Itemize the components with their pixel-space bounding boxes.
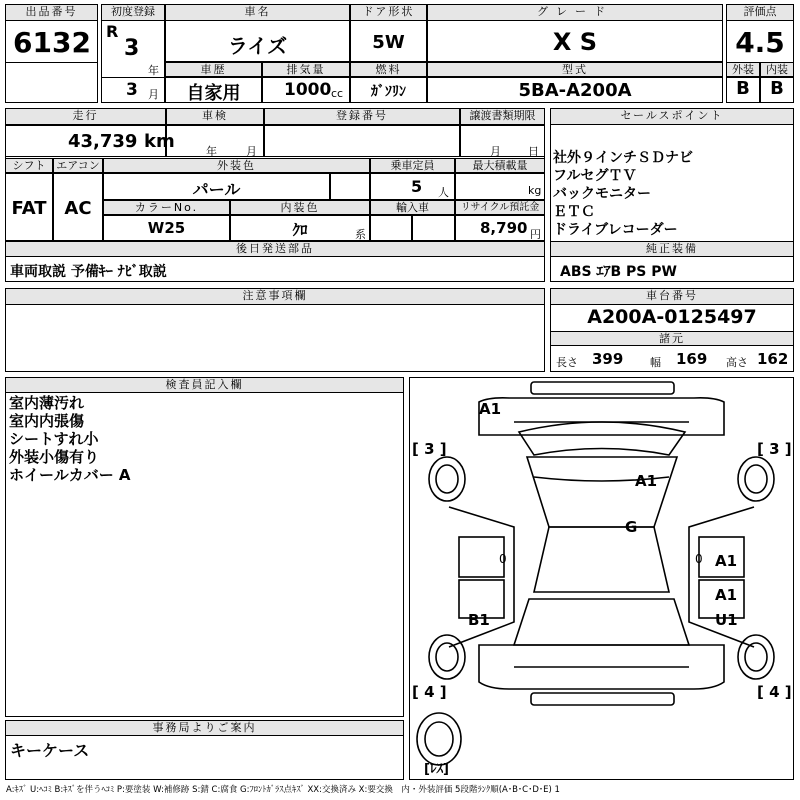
- history: 自家用: [186, 83, 241, 104]
- first-reg-year: 3: [124, 36, 140, 61]
- era: R: [106, 22, 119, 41]
- mark-zero-right: 0: [695, 552, 703, 566]
- ext-label: 外装: [726, 62, 760, 77]
- inspector-item: ホイールカバー A: [9, 466, 131, 484]
- mark-a1-roof: A1: [635, 472, 658, 490]
- tire-rr: [ 4 ]: [757, 683, 792, 701]
- insp-month-unit: 月: [246, 145, 257, 158]
- colorno-label: カラーNo.: [103, 200, 230, 215]
- hgt: 162: [757, 350, 789, 368]
- fuel-label: 燃料: [350, 62, 427, 77]
- later-label: 後日発送部品: [5, 241, 545, 257]
- grade: X S: [552, 28, 598, 56]
- car-name: ライズ: [227, 34, 288, 58]
- fuel: ｶﾞｿﾘﾝ: [371, 84, 406, 100]
- color-label: 外装色: [103, 158, 370, 173]
- transfer-label: 譲渡書類期限: [460, 108, 545, 125]
- displacement-unit: cc: [331, 87, 344, 100]
- regno-cell: [264, 125, 460, 157]
- inspector-list: [9, 394, 131, 484]
- tire-rl: [ 4 ]: [412, 683, 447, 701]
- notes-label: 注意事項欄: [5, 288, 545, 305]
- mark-u1: U1: [715, 611, 738, 629]
- door-label: ドア形状: [350, 4, 427, 21]
- capacity-unit: 人: [438, 186, 449, 199]
- spec-label: 諸元: [550, 331, 794, 346]
- mark-g: G: [625, 518, 638, 536]
- hgt-label: 高さ: [726, 356, 748, 369]
- history-label: 車歴: [165, 62, 262, 77]
- shift: FAT: [11, 198, 47, 219]
- recycle: 8,790: [480, 219, 528, 237]
- tire-fr: [ 3 ]: [757, 440, 792, 458]
- sales-list: [553, 149, 693, 239]
- mark-a1-right-1: A1: [715, 552, 738, 570]
- interior-label: 内装色: [230, 200, 370, 215]
- score-label: 評価点: [726, 4, 794, 21]
- shift-label: シフト: [5, 158, 53, 173]
- sales-item: バックモニター: [553, 186, 651, 202]
- color: パール: [192, 180, 241, 199]
- inspector-label: 検査員記入欄: [5, 377, 404, 393]
- first-reg-label: 初度登録: [101, 4, 165, 21]
- int-grade: B: [770, 78, 784, 99]
- wid-label: 幅: [650, 356, 661, 369]
- maxload-unit: kg: [528, 184, 542, 197]
- capacity: 5: [411, 177, 423, 196]
- chassis-label: 車台番号: [550, 288, 794, 305]
- lot-number: 6132: [13, 26, 91, 59]
- model: 5BA-A200A: [518, 80, 632, 101]
- insp-year-unit: 年: [206, 145, 217, 158]
- sales-item: 社外９インチＳＤナビ: [553, 150, 693, 166]
- year-unit: 年: [148, 64, 159, 77]
- inspector-item: 室内薄汚れ: [9, 394, 85, 412]
- equip-label: 純正装備: [550, 241, 794, 257]
- sales-label: セールスポイント: [550, 108, 794, 125]
- legend: A:ｷｽﾞ U:ﾍｺﾐ B:ｷｽﾞを伴うﾍｺﾐ P:要塗装 W:補修跡 S:錆 C:腐食 G:ﾌﾛﾝﾄｶﾞﾗｽ点ｷｽﾞ XX:交換済み X:要交換 内・外装評価 5段階ﾗﾝｸ順(A･B･C･D･E) 1: [6, 785, 560, 795]
- car-name-label: 車名: [165, 4, 350, 21]
- displacement: 1000: [284, 80, 332, 100]
- import-cell: [370, 215, 412, 241]
- lot-label: 出品番号: [5, 4, 98, 21]
- transfer-month-unit: 月: [490, 145, 501, 158]
- car-diagram: [409, 377, 794, 780]
- ext-grade: B: [736, 78, 750, 99]
- inspector-item: 室内内張傷: [9, 412, 85, 430]
- mark-a1-front: A1: [479, 400, 502, 418]
- first-reg-month: 3: [126, 80, 138, 100]
- import-cell-2: [412, 215, 455, 241]
- transfer-day-unit: 日: [528, 145, 539, 158]
- recycle-label: リサイクル預託金: [455, 200, 545, 215]
- score: 4.5: [735, 26, 785, 59]
- colorno: W25: [147, 219, 186, 237]
- wid: 169: [676, 350, 708, 368]
- len-label: 長さ: [556, 356, 578, 369]
- sales-item: フルセグＴＶ: [553, 168, 637, 184]
- maxload-label: 最大積載量: [455, 158, 545, 173]
- ac-label: エアコン: [53, 158, 103, 173]
- import-label: 輸入車: [370, 200, 455, 215]
- mileage: 43,739: [68, 131, 138, 152]
- capacity-label: 乗車定員: [370, 158, 455, 173]
- equip: ABS ｴｱB PS PW: [560, 264, 677, 280]
- sales-item: ＥＴＣ: [553, 204, 595, 220]
- recycle-unit: 円: [530, 228, 541, 241]
- later-parts: 車両取説 予備ｷｰ ﾅﾋﾞ取説: [10, 264, 167, 280]
- color-cell-extra: [330, 173, 370, 200]
- grade-label: グレード: [427, 4, 723, 21]
- mileage-label: 走行: [5, 108, 166, 125]
- chassis-number: A200A-0125497: [587, 306, 757, 328]
- interior-unit: 系: [355, 228, 366, 241]
- sales-item: ドライブレコーダー: [553, 222, 678, 238]
- inspector-item: 外装小傷有り: [9, 448, 100, 466]
- interior: ｸﾛ: [292, 221, 308, 239]
- inspector-item: シートすれ小: [9, 430, 99, 448]
- spare-tire: [ﾚｽ]: [424, 762, 449, 777]
- mark-b1: B1: [468, 611, 490, 629]
- office-label: 事務局よりご案内: [5, 720, 404, 736]
- int-label: 内装: [760, 62, 794, 77]
- lot-sub: [5, 62, 98, 103]
- inspection-label: 車検: [166, 108, 264, 125]
- regno-label: 登録番号: [264, 108, 460, 125]
- len: 399: [592, 350, 624, 368]
- model-label: 型式: [427, 62, 723, 77]
- tire-fl: [ 3 ]: [412, 440, 447, 458]
- displacement-label: 排気量: [262, 62, 350, 77]
- ac: AC: [64, 198, 92, 219]
- door: 5W: [372, 32, 405, 53]
- mark-zero-left: 0: [499, 552, 507, 566]
- mark-a1-right-2: A1: [715, 586, 738, 604]
- month-unit: 月: [148, 88, 159, 101]
- office-text: キーケース: [10, 741, 90, 760]
- mileage-unit: km: [144, 131, 175, 152]
